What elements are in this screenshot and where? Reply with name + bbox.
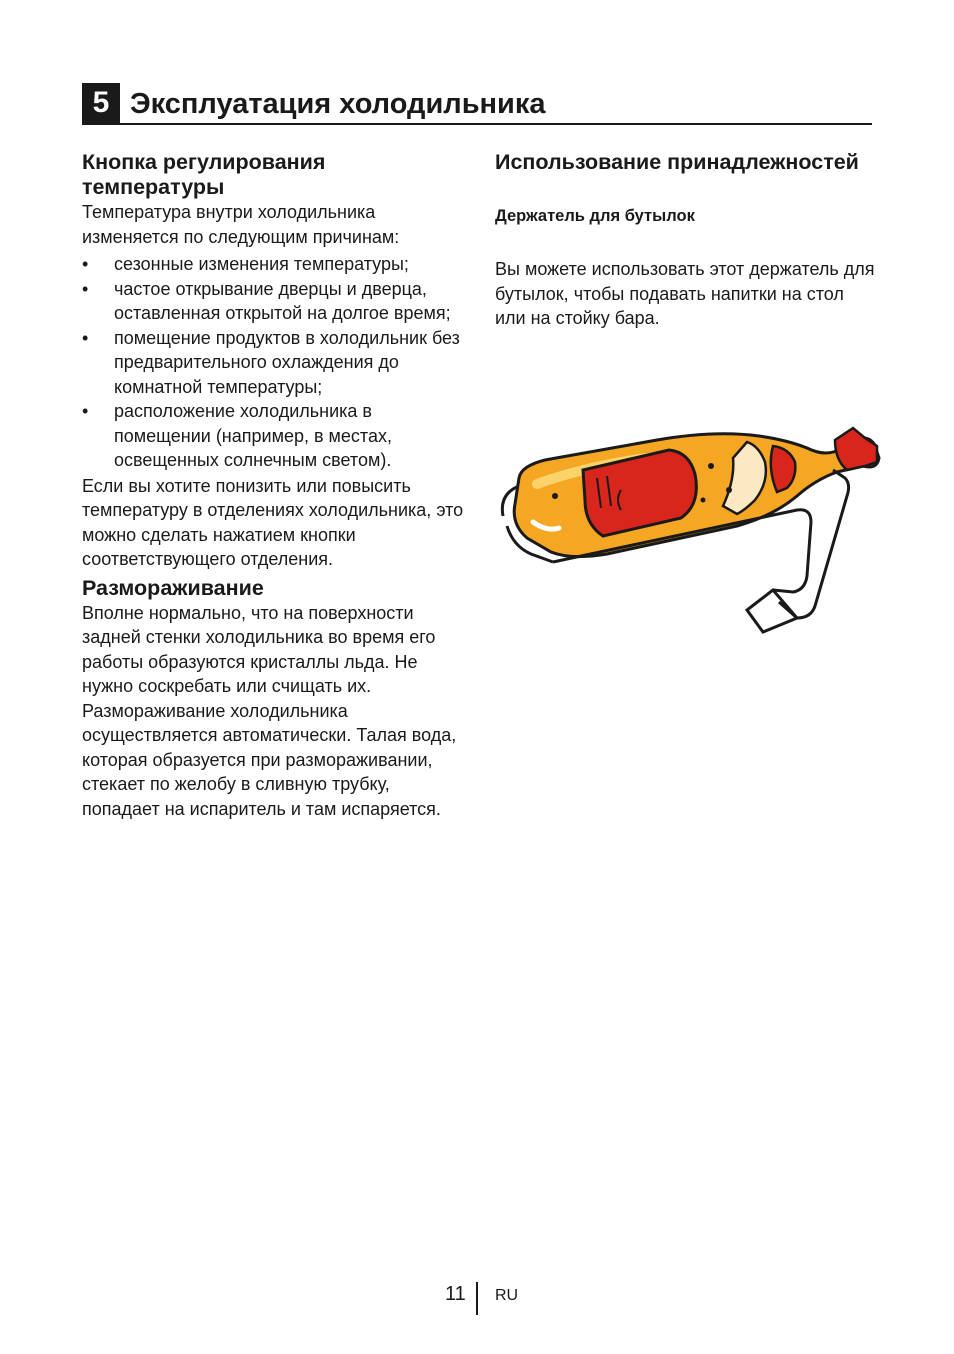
list-item bbox=[82, 277, 467, 326]
language-code: RU bbox=[495, 1287, 519, 1304]
left-column bbox=[82, 150, 467, 821]
bubble bbox=[552, 493, 558, 499]
bubble bbox=[708, 463, 714, 469]
temperature-reasons-list bbox=[82, 252, 467, 473]
bullet-icon: • bbox=[82, 254, 89, 274]
bullet-icon: • bbox=[82, 401, 89, 421]
list-item-text: расположение холодильника в помещении (например, в местах, освещенных солнечным светом). bbox=[114, 401, 392, 470]
bottle-cap bbox=[835, 428, 877, 470]
list-item-text: сезонные изменения температуры; bbox=[114, 254, 409, 274]
defrost-text: Вполне нормально, что на поверхности задней стенки холодильника во время его работы образуются кристаллы льда. Не нужно соскребать или счищать их. Размораживание холодильника осуществляется автоматически. Талая вода, которая образуется при размораживании, стекает по желобу в сливную трубку, попадает на испаритель и там испаряется. bbox=[82, 602, 457, 819]
right-column bbox=[495, 150, 875, 331]
bottle-holder-text: Вы можете использовать этот держатель для бутылок, чтобы подавать напитки на стол или на стойку бара. bbox=[495, 259, 875, 328]
accessories-heading: Использование принадлежностей bbox=[495, 150, 859, 174]
list-item-text: помещение продуктов в холодильник без предварительного охлаждения до комнатной температуры; bbox=[114, 327, 460, 397]
bottle-holder-subheading: Держатель для бутылок bbox=[495, 207, 695, 225]
holder-base bbox=[747, 590, 797, 632]
bottle-holder-illustration-icon bbox=[497, 418, 883, 640]
bubble bbox=[726, 487, 732, 493]
temperature-intro: Температура внутри холодильника изменяется по следующим причинам: bbox=[82, 202, 400, 247]
page-number: 11 bbox=[445, 1283, 466, 1305]
bubble bbox=[701, 498, 706, 503]
list-item-text: частое открывание дверцы и дверца, оставленная открытой на долгое время; bbox=[114, 278, 451, 323]
chapter-number-badge: 5 bbox=[82, 83, 120, 123]
chapter-header bbox=[82, 83, 872, 125]
temperature-heading: Кнопка регулирования температуры bbox=[82, 150, 326, 199]
bullet-icon: • bbox=[82, 278, 89, 299]
bullet-icon: • bbox=[82, 327, 89, 348]
list-item bbox=[82, 252, 467, 277]
list-item bbox=[82, 326, 467, 400]
list-item bbox=[82, 399, 467, 473]
temperature-outro: Если вы хотите понизить или повысить температуру в отделениях холодильника, это можно сделать нажатием кнопки соответствующего отделения. bbox=[82, 475, 464, 569]
defrost-heading: Размораживание bbox=[82, 575, 264, 600]
footer-divider bbox=[476, 1282, 478, 1315]
chapter-title: Эксплуатация холодильника bbox=[130, 88, 546, 120]
